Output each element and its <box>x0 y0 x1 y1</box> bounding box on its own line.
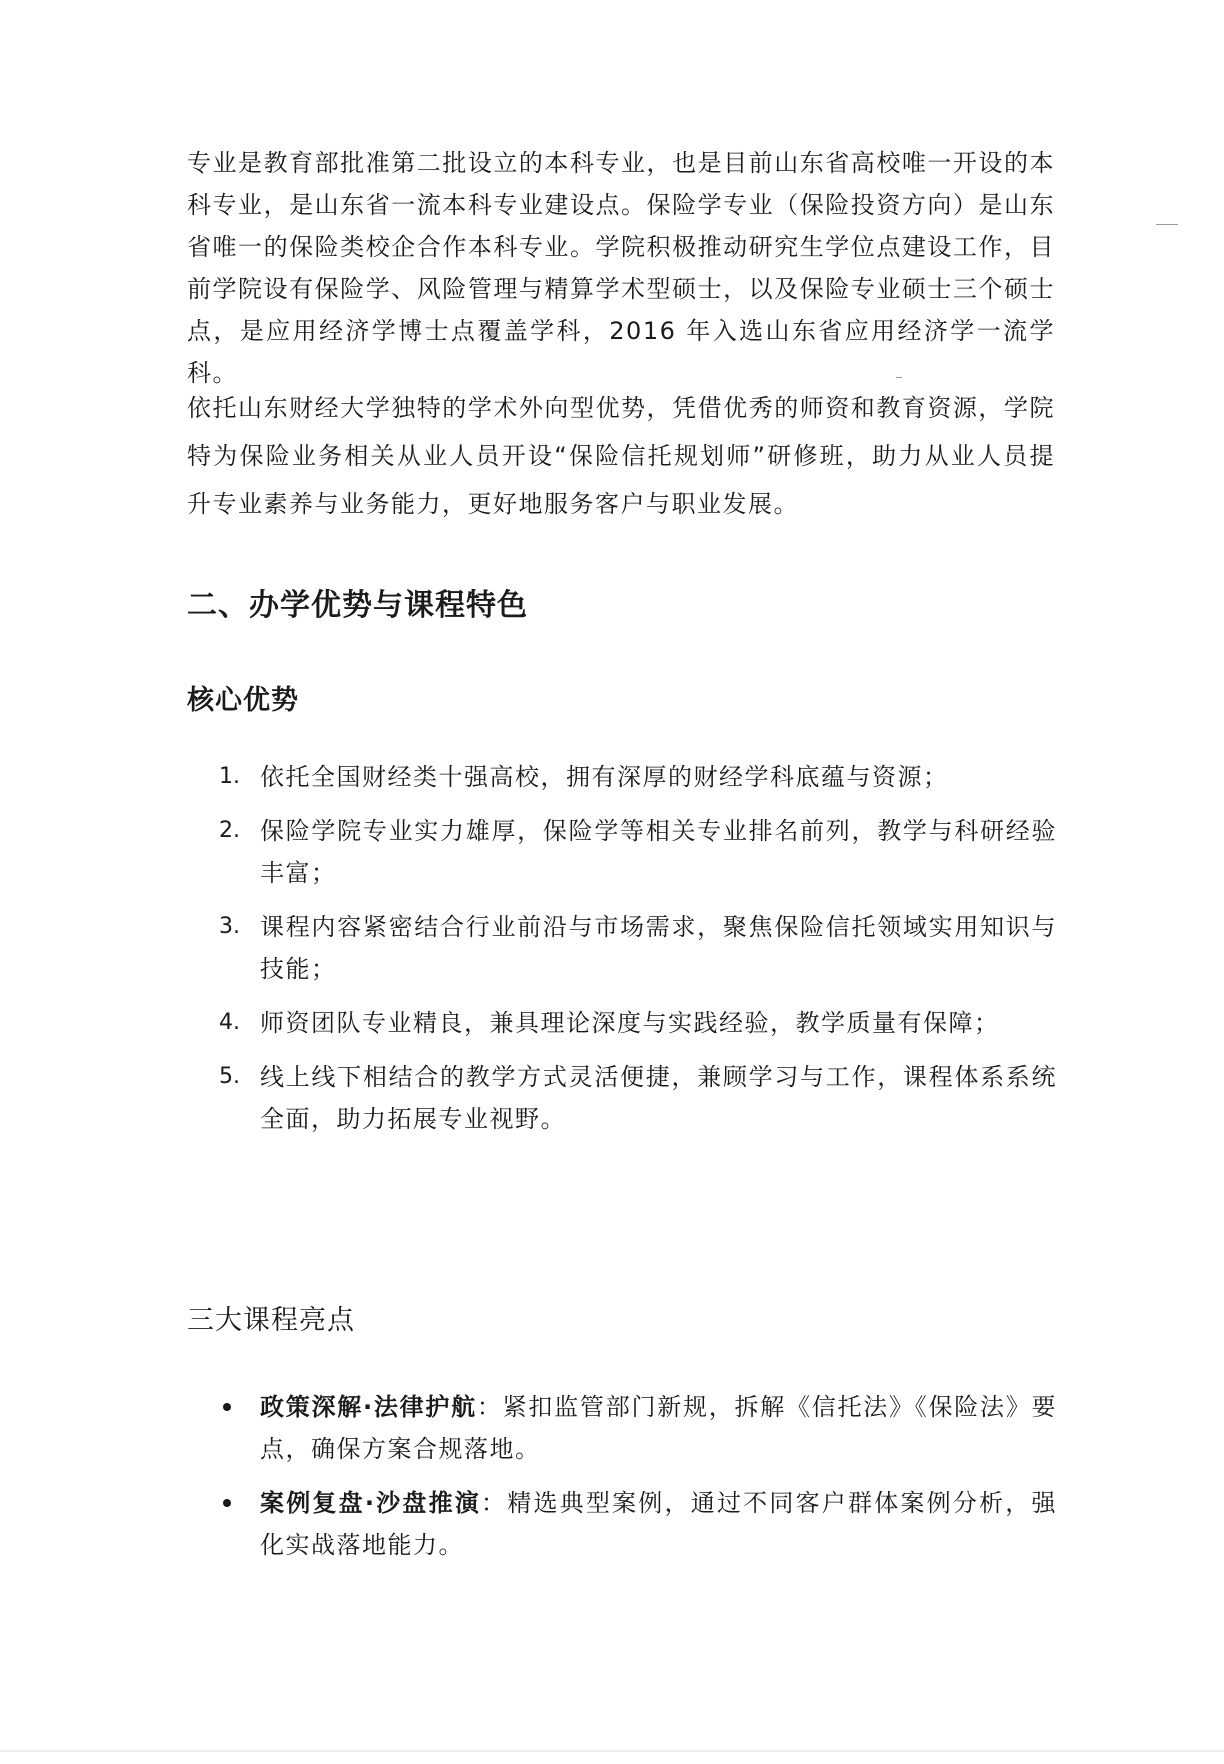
intro-paragraph-1: 专业是教育部批准第二批设立的本科专业，也是目前山东省高校唯一开设的本科专业，是山东省一流本科专业建设点。保险学专业（保险投资方向）是山东省唯一的保险类校企合作本科专业。学院积极推动研究生学位点建设工作，目前学院设有保险学、风险管理与精算学术型硕士，以及保险专业硕士三个硕士点，是应用经济学博士点覆盖学科，2016 年入选山东省应用经济学一流学科。 <box>187 149 1055 387</box>
bullet-icon <box>223 1499 231 1507</box>
list-number: 2. <box>219 818 240 843</box>
highlight-separator: ： <box>476 1393 503 1421</box>
course-highlights-heading: 三大课程亮点 <box>187 1305 355 1336</box>
core-advantages-list <box>187 756 1057 1152</box>
list-item <box>187 1056 1057 1140</box>
list-item <box>187 1482 1057 1566</box>
list-number: 5. <box>219 1064 240 1089</box>
scan-mark <box>896 377 902 378</box>
course-highlights-list <box>187 1386 1057 1578</box>
section-heading: 二、办学优势与课程特色 <box>187 588 528 623</box>
highlight-text: 精选典型案例，通过不同客户群体案例分析，强化实战落地能力。 <box>260 1489 1057 1559</box>
list-item-text: 师资团队专业精良，兼具理论深度与实践经验，教学质量有保障； <box>260 1009 1000 1037</box>
list-item-text: 保险学院专业实力雄厚，保险学等相关专业排名前列，教学与科研经验丰富； <box>260 817 1057 887</box>
list-item-text: 课程内容紧密结合行业前沿与市场需求，聚焦保险信托领域实用知识与技能； <box>260 913 1057 983</box>
core-advantages-heading: 核心优势 <box>187 685 299 716</box>
highlight-separator: ： <box>481 1489 508 1517</box>
scan-edge <box>0 1750 1224 1752</box>
highlight-term: 政策深解·法律护航 <box>260 1393 477 1421</box>
list-item <box>187 906 1057 990</box>
list-item <box>187 1386 1057 1470</box>
list-item <box>187 756 1057 798</box>
bullet-icon <box>223 1403 231 1411</box>
list-number: 3. <box>219 914 240 939</box>
highlight-term: 案例复盘·沙盘推演 <box>260 1489 482 1517</box>
list-item-text: 依托全国财经类十强高校，拥有深厚的财经学科底蕴与资源； <box>260 763 949 791</box>
list-item-text: 线上线下相结合的教学方式灵活便捷，兼顾学习与工作，课程体系系统全面，助力拓展专业视野。 <box>260 1063 1057 1133</box>
list-item <box>187 810 1057 894</box>
list-number: 1. <box>219 764 240 789</box>
list-number: 4. <box>219 1010 240 1035</box>
highlight-text: 紧扣监管部门新规，拆解《信托法》《保险法》要点，确保方案合规落地。 <box>260 1393 1058 1463</box>
intro-paragraph-2: 依托山东财经大学独特的学术外向型优势，凭借优秀的师资和教育资源，学院特为保险业务相关从业人员开设“保险信托规划师”研修班，助力从业人员提升专业素养与业务能力，更好地服务客户与职业发展。 <box>187 394 1055 518</box>
scan-mark <box>1156 224 1178 225</box>
list-item <box>187 1002 1057 1044</box>
